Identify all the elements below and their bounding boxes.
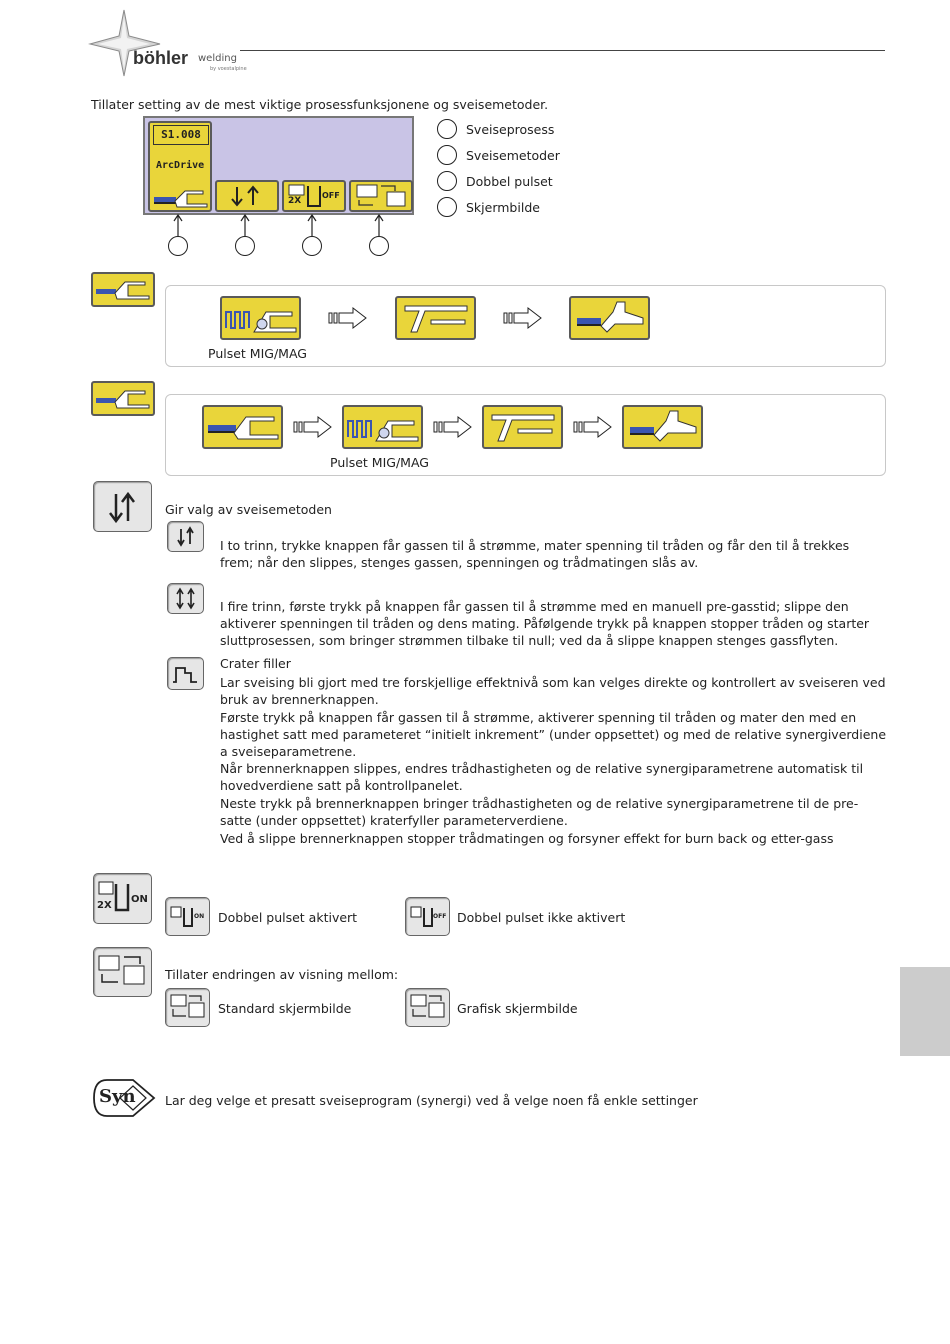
- pulsed-mig-icon: [342, 405, 423, 449]
- double-pulse-off-label: Dobbel pulset ikke aktivert: [457, 910, 626, 925]
- synergy-text: Lar deg velge et presatt sveiseprogram (synergi) ved å velge noen få enkle settinger: [165, 1093, 698, 1108]
- process-button-icon: [91, 381, 155, 416]
- callout-circle: [302, 236, 322, 256]
- legend-label: Dobbel pulset: [466, 174, 553, 189]
- legend-label: Sveiseprosess: [466, 122, 555, 137]
- method-select-icon: [93, 481, 152, 532]
- mig-short-icon: [202, 405, 283, 449]
- callout-circle: [235, 236, 255, 256]
- side-tab: [900, 967, 950, 1056]
- updown-arrows-icon: [94, 482, 151, 531]
- legend-circle: [437, 171, 457, 191]
- arrow-right-icon: [502, 305, 544, 331]
- two-stroke-icon: [167, 521, 204, 552]
- legend-circle: [437, 197, 457, 217]
- torch-icon: [93, 274, 153, 305]
- crater-filler-icon: [167, 657, 204, 690]
- double-pulse-off-icon: [405, 897, 450, 936]
- mig-torch-icon: [395, 296, 476, 340]
- process-name: ArcDrive: [156, 160, 205, 171]
- intro-text: Tillater setting av de mest viktige prosessfunksjonene og sveisemetoder.: [91, 97, 549, 112]
- screen-toggle-icon: [93, 947, 152, 997]
- legend-label: Sveisemetoder: [466, 148, 560, 163]
- standard-screen-icon: [165, 988, 210, 1027]
- mig-torch-icon: [482, 405, 563, 449]
- callout-circle: [168, 236, 188, 256]
- legend-circle: [437, 145, 457, 165]
- double-pulse-off: OFF: [433, 913, 447, 920]
- screen-title: Tillater endringen av visning mellom:: [165, 967, 399, 982]
- four-stroke-text: I fire trinn, første trykk på knappen får gassen til å strømme med en manuell pre-gasstid; slippe den aktiverer spenningen til tråden og dens mating. Påfølgende trykk på knappen stopper tråden og starter sluttprosessen, som bringer strømmen tilbake til null; ved da å slippe knappen stenges gassflyten.: [220, 599, 870, 648]
- pulsed-mig-icon: [220, 296, 301, 340]
- sequence-caption: Pulset MIG/MAG: [330, 455, 429, 470]
- mma-torch-icon: [569, 296, 650, 340]
- sequence-caption: Pulset MIG/MAG: [208, 346, 307, 361]
- four-stroke-icon: [167, 583, 204, 614]
- crater-paragraph: Ved å slippe brennerknappen stopper trådmatingen og forsyner effekt for burn back og etter-gass: [220, 831, 834, 846]
- torch-icon: [93, 383, 153, 414]
- double-pulse-off: OFF: [322, 191, 340, 200]
- crater-paragraph: Neste trykk på brennerknappen bringer trådhastigheten og de relative synergiparametrene til de pre-satte (under oppsettet) kraterfyller parameterverdiene.: [220, 796, 859, 828]
- methods-title: Gir valg av sveisemetoden: [165, 502, 332, 517]
- brand-suffix: welding: [198, 53, 237, 64]
- mma-torch-icon: [622, 405, 703, 449]
- double-pulse-on: ON: [131, 894, 148, 905]
- brand-name: böhler: [133, 48, 189, 68]
- crater-paragraph: Første trykk på knappen får gassen til å strømme, aktiverer spenning til tråden og mater den med en hastighet satt med parameteret “initielt inkrement” (under oppsettet) og med de relative synergiverdiene a sveiseparametrene.: [220, 710, 887, 759]
- synergy-icon-text: Syn: [99, 1086, 136, 1107]
- program-number: S1.008: [153, 125, 209, 145]
- callout-circle: [369, 236, 389, 256]
- crater-title: Crater filler: [220, 656, 291, 671]
- arrow-right-icon: [292, 414, 334, 440]
- arrow-right-icon: [432, 414, 474, 440]
- arrow-right-icon: [327, 305, 369, 331]
- double-pulse-icon: [93, 873, 152, 924]
- double-pulse-on-icon: [165, 897, 210, 936]
- crater-paragraph: Når brennerknappen slippes, endres trådhastigheten og de relative synergiparametrene automatisk til hovedverdiene satt på kontrollpanelet.: [220, 761, 864, 793]
- standard-screen-label: Standard skjermbilde: [218, 1001, 352, 1016]
- legend-circle: [437, 119, 457, 139]
- brand-sub: by voestalpine: [210, 66, 247, 72]
- process-button-icon: [91, 272, 155, 307]
- two-stroke-text: I to trinn, trykke knappen får gassen til å strømme, mater spenning til tråden og får den til å trekkes frem; når den slippes, stenges gassen, spenningen og trådmatingen slås av.: [220, 538, 850, 570]
- double-pulse-on: ON: [194, 913, 205, 920]
- double-pulse-x2: 2X: [288, 196, 302, 206]
- graphic-screen-label: Grafisk skjermbilde: [457, 1001, 578, 1016]
- double-pulse-x2: 2X: [97, 900, 112, 911]
- synergy-icon: [91, 1077, 157, 1119]
- arrow-right-icon: [572, 414, 614, 440]
- graphic-screen-icon: [405, 988, 450, 1027]
- double-pulse-on-label: Dobbel pulset aktivert: [218, 910, 358, 925]
- legend-label: Skjermbilde: [466, 200, 540, 215]
- crater-paragraph: Lar sveising bli gjort med tre forskjellige effektnivå som kan velges direkte og kontrollert av sveiseren ved bruk av brennerknappen.: [220, 675, 886, 707]
